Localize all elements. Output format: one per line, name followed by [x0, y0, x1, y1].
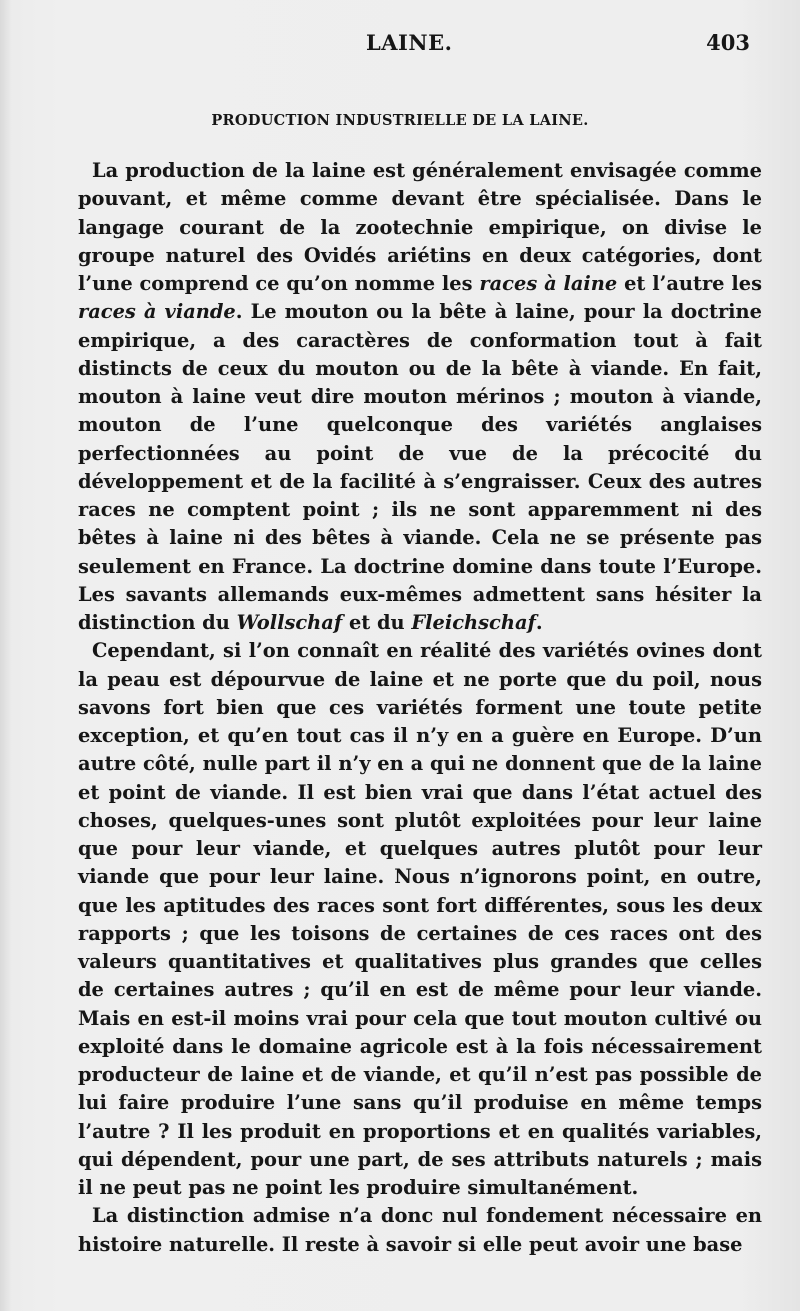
paragraph — [78, 157, 762, 637]
text-run: . Le mouton ou la bête à laine, pour la doctrine empirique, a des caractères de conformation tout à fait distincts de ceux du mouton ou de la bête à viande. En fait, mouton à laine veut dire mouton mérinos ; mouton à viande, mouton de l’une quelconque des variétés anglaises perfectionnées au point de vue de la précocité du développement et de la facilité à s’engraisser. Ceux des autres races ne comptent point ; ils ne sont apparemment ni des bêtes à laine ni des bêtes à viande. Cela ne se présente pas seulement en France. La doctrine domine dans toute l’Europe. Les savants allemands eux-mêmes admettent sans hésiter la distinction du — [78, 300, 762, 634]
running-title: LAINE. — [366, 30, 453, 55]
text-run: La production de la laine est généralement envisagée comme pouvant, et même comme devant être spécialisée. Dans le langage courant de la zootechnie empirique, on divise le groupe naturel des Ovidés ariétins en deux catégories, dont l’une comprend ce qu’on nomme les — [78, 159, 762, 295]
text-run: . — [535, 611, 543, 634]
section-heading: PRODUCTION INDUSTRIELLE DE LA LAINE. — [211, 112, 589, 129]
italic-term: races à laine — [479, 272, 618, 295]
running-head — [0, 30, 800, 60]
italic-term: Fleichschaf — [411, 611, 536, 634]
body-text — [78, 157, 762, 1259]
text-run: Cependant, si l’on connaît en réalité des variétés ovines dont la peau est dépourvue de laine et ne porte que du poil, nous savons fort bien que ces variétés forment une toute petite exception, et qu’en tout cas il n’y en a guère en Europe. D’un autre côté, nulle part il n’y en a qui ne donnent que de la laine et point de viande. Il est bien vrai que dans l’état actuel des choses, quelques-unes sont plutôt exploitées pour leur laine que pour leur viande, et quelques autres plutôt pour leur viande que pour leur laine. Nous n’ignorons point, en outre, que les aptitudes des races sont fort différentes, sous les deux rapports ; que les toisons de certaines de ces races ont des valeurs quantitatives et qualitatives plus grandes que celles de certaines autres ; qu’il en est de même pour leur viande. Mais en est-il moins vrai pour cela que tout mouton cultivé ou exploité dans le domaine agricole est à la fois nécessairement producteur de laine et de viande, et qu’il n’est pas possible de lui faire produire l’une sans qu’il produise en même temps l’autre ? Il les produit en proportions et en qualités variables, qui dépendent, pour une part, de ses attributs naturels ; mais il ne peut pas ne point les produire simultanément. — [78, 639, 762, 1199]
paragraph — [78, 1202, 762, 1259]
text-run: et l’autre les — [617, 272, 762, 295]
italic-term: races à viande — [78, 300, 236, 324]
page-number: 403 — [706, 30, 750, 55]
paragraph — [78, 637, 762, 1202]
italic-term: Wollschaf — [236, 611, 343, 634]
text-run: et du — [342, 611, 412, 634]
text-run: La distinction admise n’a donc nul fondement nécessaire en histoire naturelle. Il reste à savoir si elle peut avoir une base — [78, 1204, 762, 1256]
